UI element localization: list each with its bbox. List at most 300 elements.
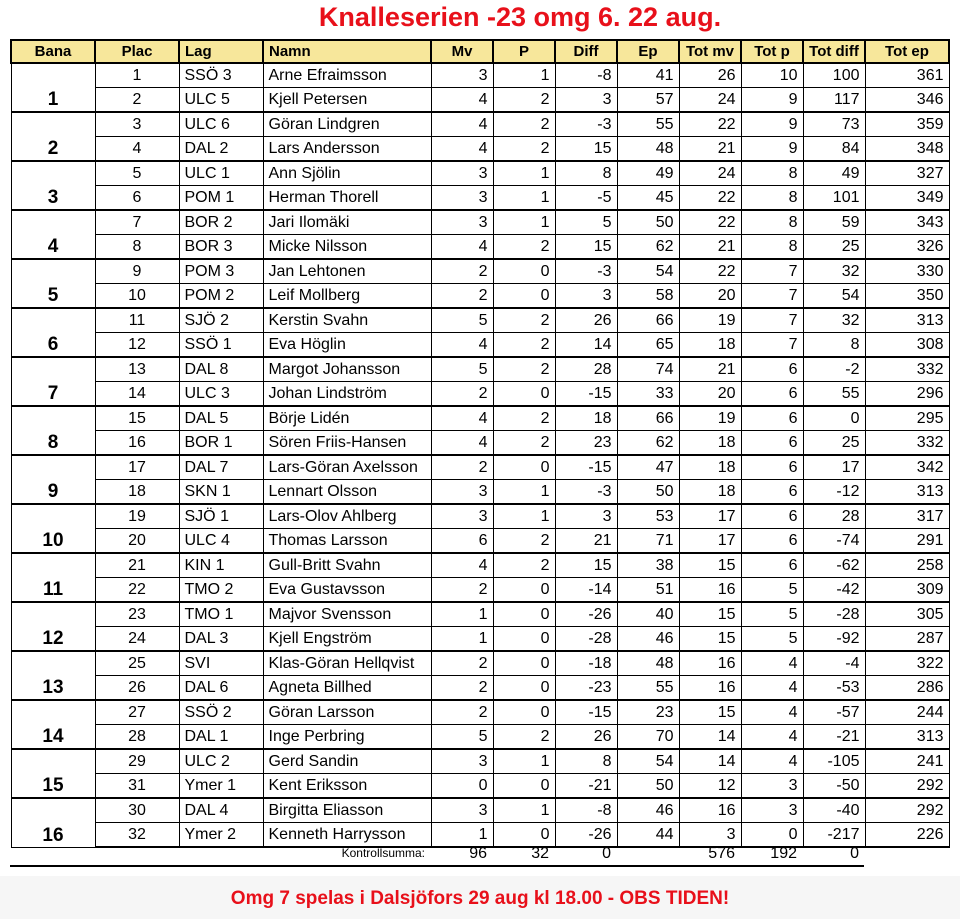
table-row [11, 798, 949, 823]
cell-lag: DAL 3 [179, 627, 263, 652]
cell-tot-mv: 22 [679, 186, 741, 211]
table-row [11, 63, 949, 88]
col-header-plac: Plac [95, 40, 179, 63]
cell-tot-mv: 14 [679, 725, 741, 750]
cell-tot-p: 4 [741, 725, 803, 750]
cell-ep: 74 [617, 357, 679, 382]
sum-mv: 96 [430, 842, 492, 866]
cell-p: 0 [493, 627, 555, 652]
cell-namn: Kjell Petersen [263, 88, 431, 113]
cell-tot-mv: 15 [679, 627, 741, 652]
cell-ep: 50 [617, 774, 679, 799]
cell-tot-p: 8 [741, 186, 803, 211]
cell-ep: 45 [617, 186, 679, 211]
cell-lag: TMO 1 [179, 602, 263, 627]
cell-diff: 8 [555, 749, 617, 774]
cell-plac: 4 [95, 137, 179, 162]
cell-tot-p: 9 [741, 112, 803, 137]
table-row [11, 333, 949, 358]
cell-plac: 14 [95, 382, 179, 407]
col-header-namn: Namn [263, 40, 431, 63]
cell-tot-diff: -105 [803, 749, 865, 774]
cell-tot-diff: -42 [803, 578, 865, 603]
col-header-tot-p: Tot p [741, 40, 803, 63]
cell-lag: SKN 1 [179, 480, 263, 505]
cell-tot-mv: 16 [679, 651, 741, 676]
bana-number: 2 [11, 112, 95, 161]
cell-p: 2 [493, 431, 555, 456]
cell-namn: Lars Andersson [263, 137, 431, 162]
cell-lag: Ymer 1 [179, 774, 263, 799]
cell-tot-p: 6 [741, 504, 803, 529]
sum-tot-p: 192 [740, 842, 802, 866]
table-row [11, 774, 949, 799]
cell-mv: 4 [431, 431, 493, 456]
cell-tot-diff: 25 [803, 235, 865, 260]
cell-diff: -3 [555, 259, 617, 284]
table-row [11, 676, 949, 701]
cell-tot-p: 5 [741, 578, 803, 603]
cell-ep: 54 [617, 259, 679, 284]
cell-plac: 10 [95, 284, 179, 309]
cell-tot-diff: 32 [803, 259, 865, 284]
cell-p: 0 [493, 651, 555, 676]
cell-tot-ep: 330 [865, 259, 949, 284]
sum-diff: 0 [554, 842, 616, 866]
cell-lag: SJÖ 2 [179, 308, 263, 333]
cell-tot-ep: 346 [865, 88, 949, 113]
cell-tot-diff: -12 [803, 480, 865, 505]
cell-tot-p: 5 [741, 602, 803, 627]
cell-tot-diff: 8 [803, 333, 865, 358]
cell-ep: 66 [617, 308, 679, 333]
cell-p: 1 [493, 63, 555, 88]
bana-number: 9 [11, 455, 95, 504]
cell-lag: SJÖ 1 [179, 504, 263, 529]
cell-p: 0 [493, 823, 555, 848]
results-table [10, 39, 950, 848]
table-row [11, 553, 949, 578]
bana-number: 1 [11, 63, 95, 112]
cell-tot-diff: -92 [803, 627, 865, 652]
cell-diff: -26 [555, 602, 617, 627]
cell-mv: 4 [431, 88, 493, 113]
cell-namn: Thomas Larsson [263, 529, 431, 554]
cell-diff: -5 [555, 186, 617, 211]
cell-tot-ep: 296 [865, 382, 949, 407]
cell-tot-diff: -62 [803, 553, 865, 578]
bana-number: 4 [11, 210, 95, 259]
cell-mv: 1 [431, 627, 493, 652]
table-row [11, 627, 949, 652]
cell-lag: SSÖ 3 [179, 63, 263, 88]
cell-tot-p: 8 [741, 161, 803, 186]
cell-plac: 15 [95, 406, 179, 431]
cell-namn: Lars-Göran Axelsson [263, 455, 431, 480]
col-header-tot-ep: Tot ep [865, 40, 949, 63]
cell-namn: Herman Thorell [263, 186, 431, 211]
cell-namn: Kjell Engström [263, 627, 431, 652]
cell-namn: Gerd Sandin [263, 749, 431, 774]
cell-namn: Lennart Olsson [263, 480, 431, 505]
cell-tot-mv: 21 [679, 235, 741, 260]
cell-mv: 2 [431, 455, 493, 480]
cell-namn: Margot Johansson [263, 357, 431, 382]
cell-ep: 71 [617, 529, 679, 554]
table-row [11, 308, 949, 333]
cell-diff: 14 [555, 333, 617, 358]
cell-namn: Sören Friis-Hansen [263, 431, 431, 456]
cell-mv: 4 [431, 137, 493, 162]
cell-tot-p: 7 [741, 284, 803, 309]
cell-tot-diff: 73 [803, 112, 865, 137]
cell-tot-p: 3 [741, 798, 803, 823]
table-row [11, 700, 949, 725]
cell-tot-mv: 17 [679, 504, 741, 529]
cell-p: 2 [493, 553, 555, 578]
cell-ep: 55 [617, 676, 679, 701]
cell-tot-ep: 313 [865, 308, 949, 333]
cell-diff: 3 [555, 88, 617, 113]
cell-ep: 46 [617, 798, 679, 823]
cell-tot-ep: 343 [865, 210, 949, 235]
cell-mv: 4 [431, 112, 493, 137]
cell-mv: 2 [431, 259, 493, 284]
bana-number: 12 [11, 602, 95, 651]
cell-p: 1 [493, 186, 555, 211]
cell-tot-diff: 100 [803, 63, 865, 88]
cell-ep: 23 [617, 700, 679, 725]
cell-tot-ep: 244 [865, 700, 949, 725]
cell-p: 2 [493, 406, 555, 431]
cell-plac: 23 [95, 602, 179, 627]
cell-tot-mv: 3 [679, 823, 741, 848]
cell-tot-ep: 313 [865, 480, 949, 505]
cell-ep: 40 [617, 602, 679, 627]
cell-plac: 13 [95, 357, 179, 382]
cell-ep: 53 [617, 504, 679, 529]
cell-mv: 3 [431, 63, 493, 88]
cell-plac: 9 [95, 259, 179, 284]
cell-lag: Ymer 2 [179, 823, 263, 848]
cell-tot-diff: -4 [803, 651, 865, 676]
cell-diff: -15 [555, 700, 617, 725]
cell-namn: Göran Lindgren [263, 112, 431, 137]
cell-lag: DAL 7 [179, 455, 263, 480]
cell-diff: -28 [555, 627, 617, 652]
cell-tot-mv: 19 [679, 308, 741, 333]
cell-tot-ep: 292 [865, 798, 949, 823]
cell-namn: Lars-Olov Ahlberg [263, 504, 431, 529]
cell-mv: 3 [431, 186, 493, 211]
cell-p: 2 [493, 333, 555, 358]
cell-p: 2 [493, 308, 555, 333]
table-row [11, 161, 949, 186]
cell-namn: Agneta Billhed [263, 676, 431, 701]
table-row [11, 88, 949, 113]
cell-lag: ULC 4 [179, 529, 263, 554]
cell-tot-ep: 342 [865, 455, 949, 480]
cell-p: 0 [493, 578, 555, 603]
cell-tot-diff: 32 [803, 308, 865, 333]
cell-diff: -18 [555, 651, 617, 676]
col-header-bana: Bana [11, 40, 95, 63]
cell-namn: Klas-Göran Hellqvist [263, 651, 431, 676]
cell-diff: 15 [555, 235, 617, 260]
cell-tot-mv: 19 [679, 406, 741, 431]
cell-tot-p: 6 [741, 455, 803, 480]
bana-number: 15 [11, 749, 95, 798]
cell-mv: 2 [431, 382, 493, 407]
table-row [11, 186, 949, 211]
cell-mv: 4 [431, 333, 493, 358]
cell-tot-diff: 59 [803, 210, 865, 235]
cell-tot-mv: 22 [679, 210, 741, 235]
cell-ep: 48 [617, 651, 679, 676]
cell-tot-diff: 101 [803, 186, 865, 211]
cell-diff: 21 [555, 529, 617, 554]
cell-tot-diff: 117 [803, 88, 865, 113]
cell-ep: 62 [617, 431, 679, 456]
cell-tot-ep: 348 [865, 137, 949, 162]
cell-tot-ep: 308 [865, 333, 949, 358]
table-row [11, 578, 949, 603]
cell-namn: Kerstin Svahn [263, 308, 431, 333]
cell-tot-diff: -50 [803, 774, 865, 799]
cell-ep: 46 [617, 627, 679, 652]
cell-tot-ep: 359 [865, 112, 949, 137]
cell-tot-p: 6 [741, 431, 803, 456]
cell-tot-mv: 15 [679, 602, 741, 627]
cell-lag: KIN 1 [179, 553, 263, 578]
sum-p: 32 [492, 842, 554, 866]
table-row [11, 725, 949, 750]
cell-namn: Ann Sjölin [263, 161, 431, 186]
cell-plac: 32 [95, 823, 179, 848]
bana-number: 3 [11, 161, 95, 210]
cell-tot-mv: 15 [679, 553, 741, 578]
cell-tot-p: 4 [741, 700, 803, 725]
cell-mv: 3 [431, 161, 493, 186]
cell-plac: 28 [95, 725, 179, 750]
cell-plac: 11 [95, 308, 179, 333]
cell-plac: 19 [95, 504, 179, 529]
cell-lag: ULC 6 [179, 112, 263, 137]
cell-diff: -15 [555, 455, 617, 480]
cell-tot-diff: 25 [803, 431, 865, 456]
cell-p: 0 [493, 602, 555, 627]
table-row [11, 259, 949, 284]
cell-plac: 12 [95, 333, 179, 358]
cell-p: 1 [493, 504, 555, 529]
cell-tot-ep: 322 [865, 651, 949, 676]
cell-tot-diff: -28 [803, 602, 865, 627]
cell-namn: Micke Nilsson [263, 235, 431, 260]
cell-p: 2 [493, 112, 555, 137]
bana-number: 7 [11, 357, 95, 406]
cell-mv: 1 [431, 823, 493, 848]
cell-tot-ep: 332 [865, 431, 949, 456]
cell-diff: -26 [555, 823, 617, 848]
cell-tot-p: 6 [741, 480, 803, 505]
cell-tot-ep: 349 [865, 186, 949, 211]
cell-tot-diff: 17 [803, 455, 865, 480]
cell-lag: BOR 1 [179, 431, 263, 456]
cell-tot-ep: 326 [865, 235, 949, 260]
cell-diff: -23 [555, 676, 617, 701]
cell-p: 1 [493, 749, 555, 774]
cell-mv: 5 [431, 725, 493, 750]
cell-plac: 21 [95, 553, 179, 578]
cell-tot-p: 0 [741, 823, 803, 848]
cell-mv: 2 [431, 578, 493, 603]
bana-number: 11 [11, 553, 95, 602]
cell-tot-diff: 55 [803, 382, 865, 407]
cell-p: 2 [493, 357, 555, 382]
cell-lag: SVI [179, 651, 263, 676]
cell-ep: 66 [617, 406, 679, 431]
cell-tot-p: 4 [741, 676, 803, 701]
cell-ep: 49 [617, 161, 679, 186]
cell-tot-mv: 22 [679, 259, 741, 284]
cell-p: 0 [493, 774, 555, 799]
cell-diff: 15 [555, 553, 617, 578]
cell-mv: 2 [431, 676, 493, 701]
cell-lag: BOR 2 [179, 210, 263, 235]
cell-tot-p: 4 [741, 749, 803, 774]
cell-namn: Kent Eriksson [263, 774, 431, 799]
cell-diff: -15 [555, 382, 617, 407]
table-row [11, 137, 949, 162]
cell-tot-ep: 332 [865, 357, 949, 382]
cell-mv: 3 [431, 798, 493, 823]
cell-mv: 4 [431, 235, 493, 260]
col-header-ep: Ep [617, 40, 679, 63]
cell-plac: 26 [95, 676, 179, 701]
cell-lag: ULC 3 [179, 382, 263, 407]
table-row [11, 602, 949, 627]
cell-p: 2 [493, 725, 555, 750]
col-header-p: P [493, 40, 555, 63]
cell-diff: 26 [555, 308, 617, 333]
cell-tot-ep: 309 [865, 578, 949, 603]
cell-tot-diff: 54 [803, 284, 865, 309]
cell-tot-mv: 16 [679, 676, 741, 701]
col-header-tot-diff: Tot diff [803, 40, 865, 63]
col-header-mv: Mv [431, 40, 493, 63]
cell-plac: 31 [95, 774, 179, 799]
cell-plac: 17 [95, 455, 179, 480]
cell-plac: 6 [95, 186, 179, 211]
cell-mv: 2 [431, 651, 493, 676]
cell-tot-p: 9 [741, 137, 803, 162]
cell-tot-p: 8 [741, 210, 803, 235]
cell-tot-p: 9 [741, 88, 803, 113]
control-sum-label: Kontrollsumma: [10, 842, 430, 866]
bana-number: 13 [11, 651, 95, 700]
cell-plac: 27 [95, 700, 179, 725]
table-row [11, 406, 949, 431]
sum-tot-mv: 576 [678, 842, 740, 866]
cell-diff: -21 [555, 774, 617, 799]
cell-tot-diff: 28 [803, 504, 865, 529]
cell-ep: 48 [617, 137, 679, 162]
cell-tot-mv: 18 [679, 455, 741, 480]
cell-tot-ep: 226 [865, 823, 949, 848]
cell-tot-ep: 291 [865, 529, 949, 554]
cell-diff: 3 [555, 284, 617, 309]
cell-namn: Eva Gustavsson [263, 578, 431, 603]
cell-diff: -8 [555, 63, 617, 88]
cell-tot-diff: -40 [803, 798, 865, 823]
cell-ep: 55 [617, 112, 679, 137]
cell-ep: 50 [617, 480, 679, 505]
cell-plac: 18 [95, 480, 179, 505]
cell-tot-p: 10 [741, 63, 803, 88]
cell-tot-ep: 287 [865, 627, 949, 652]
cell-diff: 18 [555, 406, 617, 431]
table-row [11, 235, 949, 260]
cell-p: 2 [493, 88, 555, 113]
table-row [11, 529, 949, 554]
cell-mv: 3 [431, 480, 493, 505]
cell-ep: 41 [617, 63, 679, 88]
bana-number: 5 [11, 259, 95, 308]
cell-tot-mv: 14 [679, 749, 741, 774]
cell-tot-diff: -2 [803, 357, 865, 382]
cell-tot-mv: 24 [679, 88, 741, 113]
cell-lag: DAL 4 [179, 798, 263, 823]
cell-lag: SSÖ 2 [179, 700, 263, 725]
cell-plac: 5 [95, 161, 179, 186]
cell-diff: 28 [555, 357, 617, 382]
cell-mv: 1 [431, 602, 493, 627]
cell-lag: DAL 5 [179, 406, 263, 431]
cell-lag: ULC 2 [179, 749, 263, 774]
cell-tot-mv: 26 [679, 63, 741, 88]
cell-p: 1 [493, 798, 555, 823]
cell-ep: 33 [617, 382, 679, 407]
cell-tot-p: 6 [741, 357, 803, 382]
cell-diff: 15 [555, 137, 617, 162]
control-sum-row [10, 842, 864, 867]
cell-diff: 8 [555, 161, 617, 186]
cell-namn: Inge Perbring [263, 725, 431, 750]
cell-p: 2 [493, 235, 555, 260]
cell-lag: POM 3 [179, 259, 263, 284]
bana-number: 14 [11, 700, 95, 749]
table-row [11, 431, 949, 456]
cell-mv: 4 [431, 553, 493, 578]
cell-tot-p: 7 [741, 333, 803, 358]
bana-number: 6 [11, 308, 95, 357]
cell-p: 0 [493, 259, 555, 284]
cell-tot-p: 8 [741, 235, 803, 260]
cell-diff: 26 [555, 725, 617, 750]
cell-tot-ep: 241 [865, 749, 949, 774]
cell-ep: 47 [617, 455, 679, 480]
cell-namn: Göran Larsson [263, 700, 431, 725]
cell-lag: BOR 3 [179, 235, 263, 260]
cell-diff: -14 [555, 578, 617, 603]
cell-mv: 3 [431, 210, 493, 235]
cell-namn: Johan Lindström [263, 382, 431, 407]
cell-tot-p: 7 [741, 308, 803, 333]
cell-tot-mv: 15 [679, 700, 741, 725]
cell-diff: -8 [555, 798, 617, 823]
cell-tot-diff: 0 [803, 406, 865, 431]
table-row [11, 382, 949, 407]
